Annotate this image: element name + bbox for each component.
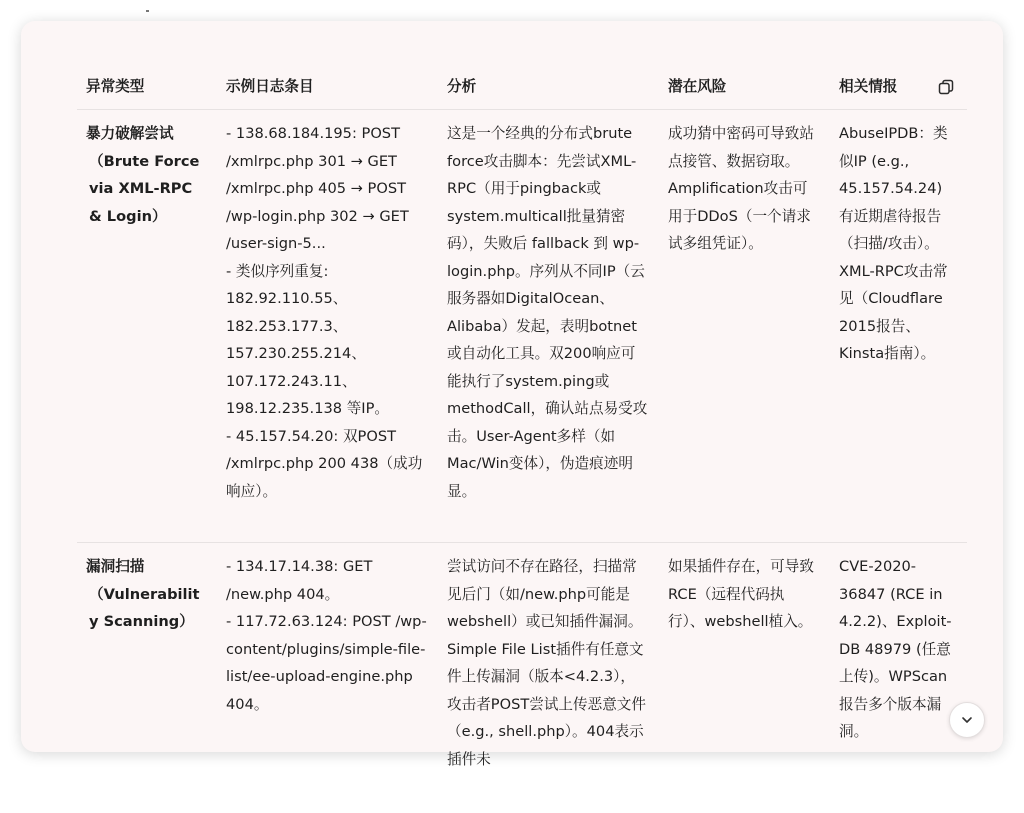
header-intel <box>830 65 967 110</box>
anomaly-type-label: 漏洞扫描 <box>86 553 207 581</box>
header-intel-label: 相关情报 <box>839 78 897 95</box>
cell-analysis: 尝试访问不存在路径，扫描常见后门（如/new.php可能是webshell）或已知插件漏洞。Simple File List插件有任意文件上传漏洞（版本<4.2.3），攻击者POST尝试上传恶意文件（e.g., shell.php）。404表示插件未 <box>438 543 659 813</box>
header-analysis: 分析 <box>438 65 659 110</box>
header-anomaly-type: 异常类型 <box>77 65 217 110</box>
cell-intel: AbuseIPDB：类似IP (e.g., 45.157.54.24) 有近期虐待报告（扫描/攻击）。XML-RPC攻击常见（Cloudflare 2015报告、Kinsta指南）。 <box>830 110 967 543</box>
log-line: - 134.17.14.38: GET /new.php 404。 <box>226 553 428 608</box>
anomaly-type-label: 暴力破解尝试 <box>86 120 207 148</box>
log-line: - 138.68.184.195: POST /xmlrpc.php 301 → GET /xmlrpc.php 405 → POST /wp-login.php 302 → GET /user-sign-5... <box>226 120 428 258</box>
anomaly-type-en: （Brute Force via XML-RPC & Login） <box>86 148 207 231</box>
header-risk: 潜在风险 <box>659 65 830 110</box>
scroll-down-button[interactable] <box>949 702 985 738</box>
top-edge-mark <box>146 10 149 12</box>
cell-log-example <box>217 543 438 813</box>
anomaly-type-en: （Vulnerability Scanning） <box>86 581 207 636</box>
anomaly-table <box>77 65 967 813</box>
copy-icon[interactable] <box>937 78 955 96</box>
response-card <box>21 21 1003 752</box>
table-header-row <box>77 65 967 110</box>
cell-risk: 成功猜中密码可导致站点接管、数据窃取。Amplification攻击可用于DDoS（一个请求试多组凭证）。 <box>659 110 830 543</box>
log-line: - 45.157.54.20: 双POST /xmlrpc.php 200 438（成功响应）。 <box>226 423 428 506</box>
table-row <box>77 543 967 813</box>
cell-anomaly-type <box>77 110 217 543</box>
cell-analysis: 这是一个经典的分布式brute force攻击脚本：先尝试XML-RPC（用于pingback或system.multicall批量猜密码），失败后 fallback 到 wp-login.php。序列从不同IP（云服务器如DigitalOcean、Alibaba）发起，表明botnet或自动化工具。双200响应可能执行了system.ping或methodCall，确认站点易受攻击。User-Agent多样（如Mac/Win变体），伪造痕迹明显。 <box>438 110 659 543</box>
table-row <box>77 110 967 543</box>
log-line: - 类似序列重复: 182.92.110.55、182.253.177.3、157.230.255.214、107.172.243.11、198.12.235.138 等IP。 <box>226 258 428 423</box>
cell-risk: 如果插件存在，可导致RCE（远程代码执行）、webshell植入。 <box>659 543 830 813</box>
header-log-example: 示例日志条目 <box>217 65 438 110</box>
cell-intel: CVE-2020-36847 (RCE in 4.2.2)、Exploit-DB 48979 (任意上传)。WPScan报告多个版本漏洞。 <box>830 543 967 813</box>
cell-anomaly-type <box>77 543 217 813</box>
cell-log-example <box>217 110 438 543</box>
log-line: - 117.72.63.124: POST /wp-content/plugins/simple-file-list/ee-upload-engine.php 404。 <box>226 608 428 718</box>
chevron-down-icon <box>960 713 974 727</box>
